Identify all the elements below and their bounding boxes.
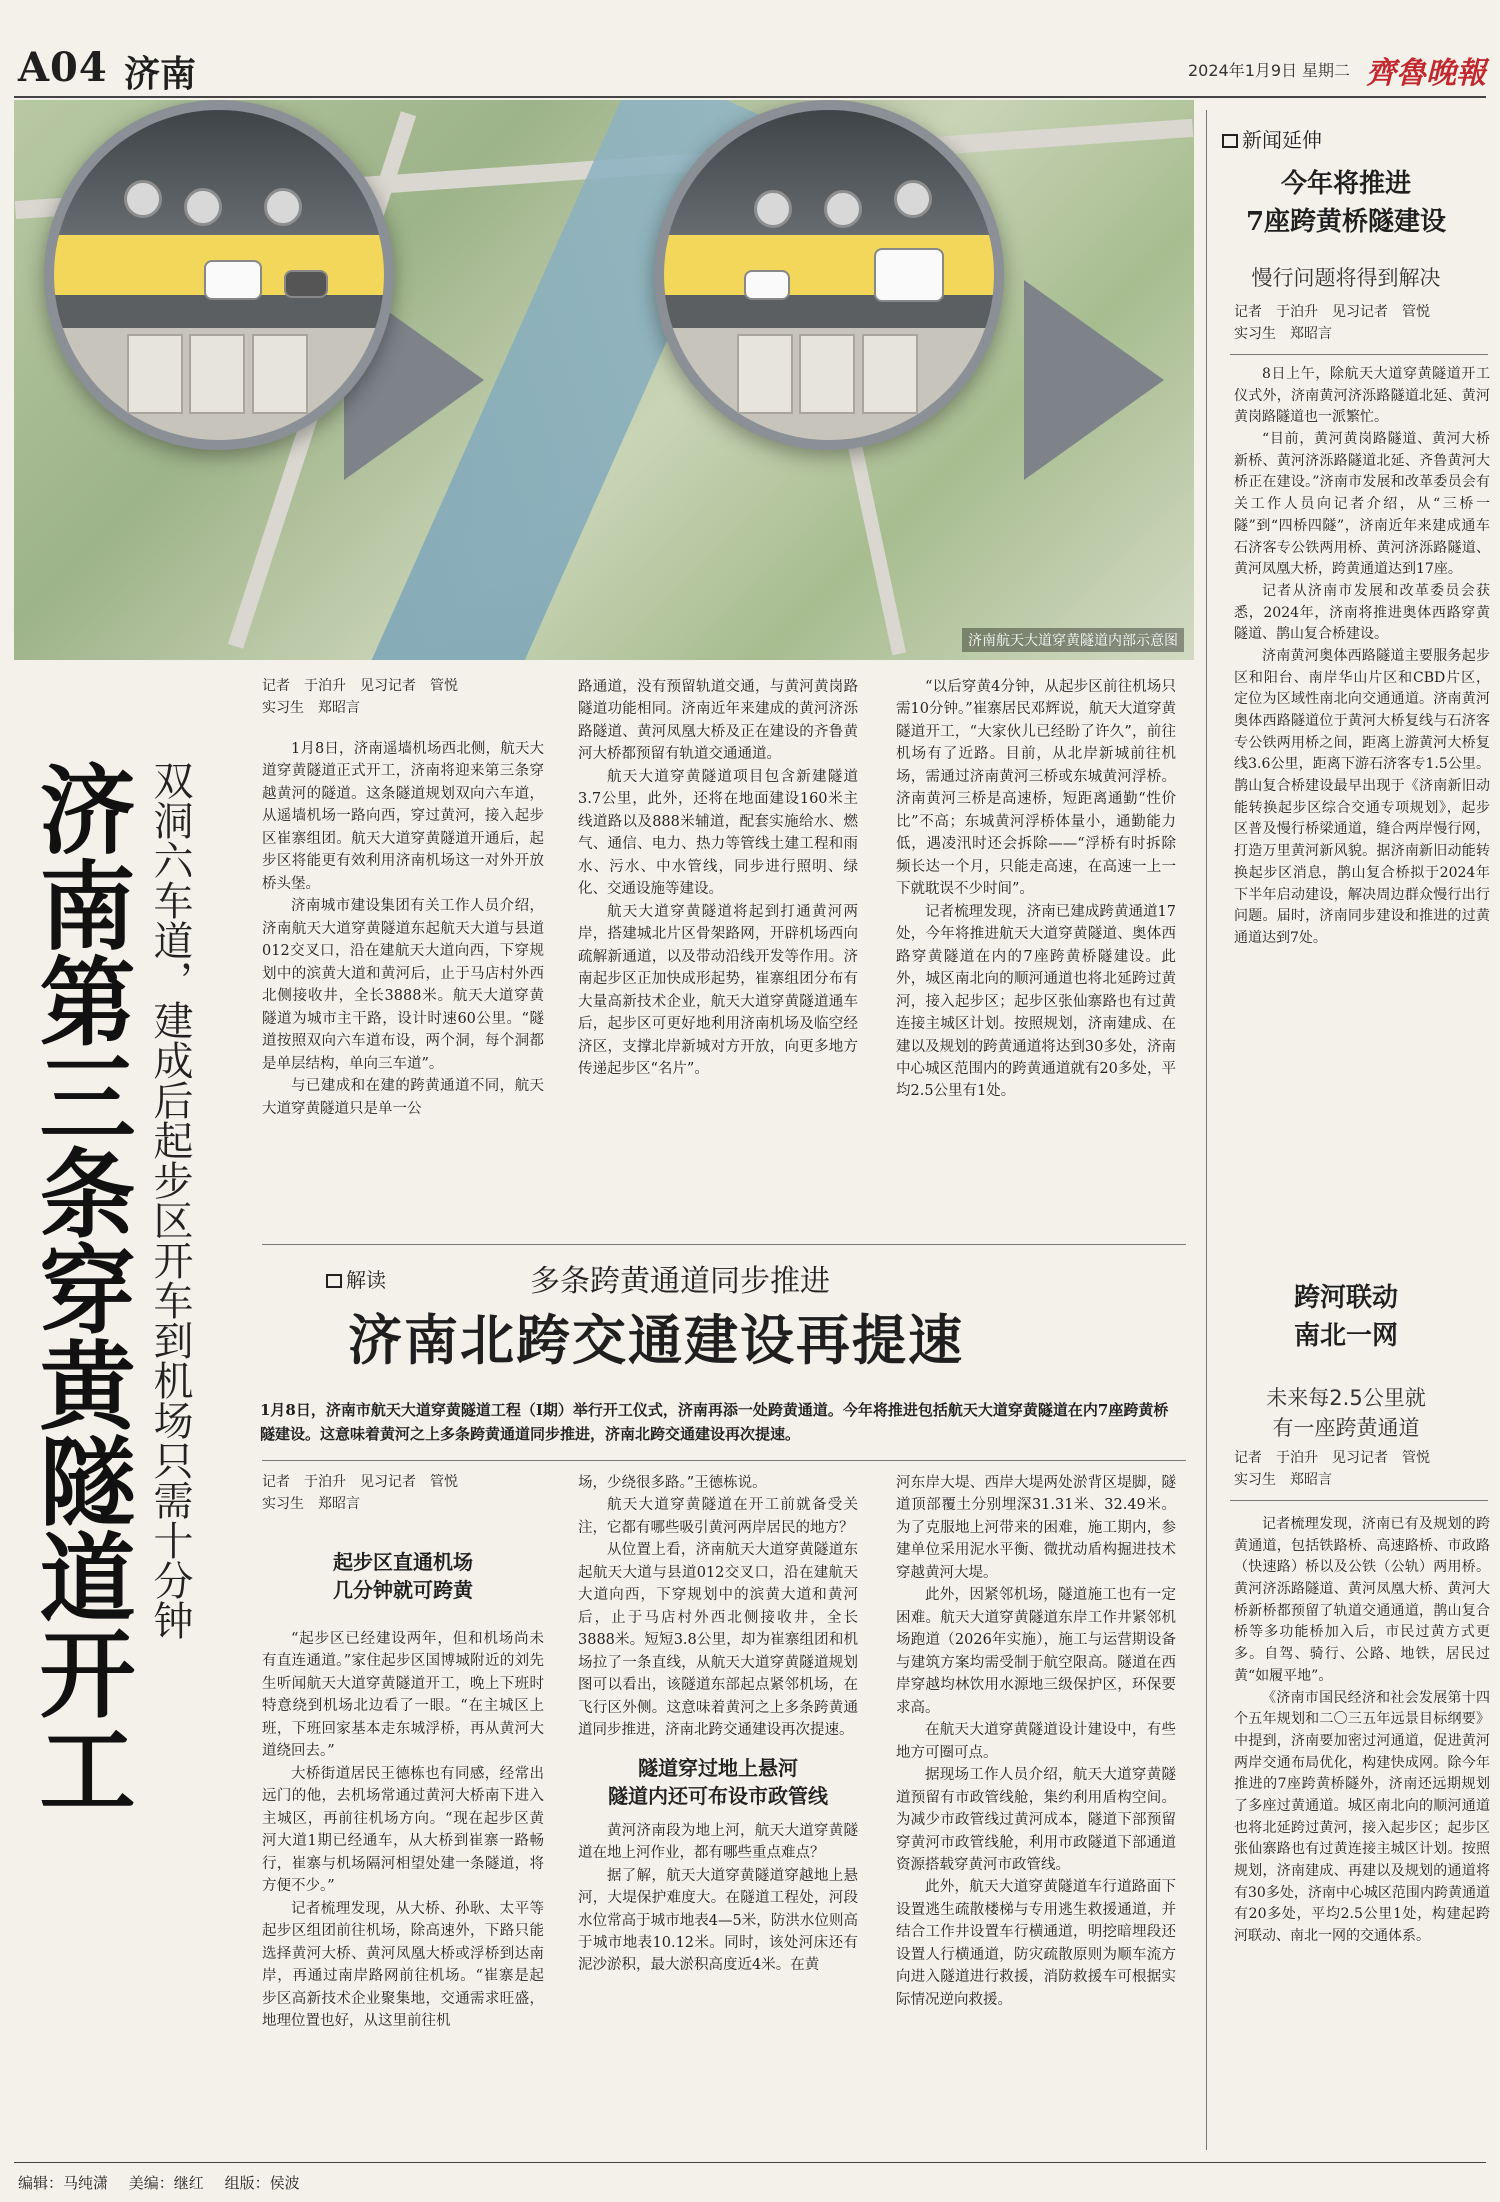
paragraph: “以后穿黄4分钟，从起步区前往机场只需10分钟。”崔寨居民邓辉说，航天大道穿黄隧道开工，“大家伙儿已经盼了许久”，前往机场有了近路。目前，从北岸新城前往机场，需通过济南黄河三桥或东城黄河浮桥。济南黄河三桥是高速桥，短距离通勤“性价比”不高；东城黄河浮桥体量小，通勤能力低，遇凌汛时还会拆除——“浮桥有时拆除频长达一个月，只能走高速，在高速一上一下就耽误不少时间”。 <box>896 679 1176 898</box>
analysis-subhead-1 <box>262 1548 544 1604</box>
issue-weekday: 星期二 <box>1302 61 1351 80</box>
label-text: 新闻延伸 <box>1242 128 1322 152</box>
tunnel-cross-section-right <box>654 100 1004 450</box>
label-text: 解读 <box>346 1268 386 1292</box>
paragraph: 8日上午，除航天大道穿黄隧道开工仪式外，济南黄河济泺路隧道北延、黄河黄岗路隧道也一派繁忙。 <box>1234 366 1490 426</box>
side2-byline <box>1234 1448 1494 1491</box>
side1-rule <box>1230 354 1488 355</box>
paragraph: 济南城市建设集团有关工作人员介绍，济南航天大道穿黄隧道东起航天大道与县道012交叉口，沿在建航天大道向西，下穿规划中的滨黄大道和黄河后，止于马店村外西北侧接收井，全长3888米。航天大道穿黄隧道为城市主干路，设计时速60公里。“隧道按照双向六车道布设，两个洞，每个洞都是单层结构，单向三车道”。 <box>262 898 544 1072</box>
analysis-lead: 1月8日，济南市航天大道穿黄隧道工程（Ⅰ期）举行开工仪式，济南再添一处跨黄通道。今年将推进包括航天大道穿黄隧道在内7座跨黄桥隧建设。这意味着黄河之上多条跨黄通道同步推进，济南北跨交通建设再次提速。 <box>260 1401 1169 1443</box>
byline-line: 实习生 郑昭言 <box>262 699 360 716</box>
ventilation-fan-icon <box>754 190 792 228</box>
paragraph: 航天大道穿黄隧道将起到打通黄河两岸，搭建城北片区骨架路网，开辟机场西向疏解新通道，以及带动沿线开发等作用。济南起步区正加快成形起势，崔寨组团分布有大量高新技术企业，航天大道穿黄隧道通车后，起步区可更好地利用济南机场及临空经济区，支撑北岸新城对方开放，向更多地方传递起步区“名片”。 <box>578 903 858 1077</box>
subhead-line: 隧道内还可布设市政管线 <box>608 1783 828 1808</box>
box-icon <box>326 1274 342 1288</box>
paragraph: 《济南市国民经济和社会发展第十四个五年规划和二〇三五年远景目标纲要》中提到，济南要加密过河通道，促进黄河两岸交通布局优化，构建快成网。除今年推进的7座跨黄桥隧外，济南还远期规划了多座过黄通道。城区南北向的顺河通道也将北延跨过黄河，接入起步区；起步区张仙寨路也有过黄连接主城区计划。按照规划，济南建成、再建以及规划的通道将有30多处，济南中心城区范围内跨黄通道有20多处，平均2.5公里1处，构建起跨河联动、南北一网的交通体系。 <box>1234 1689 1490 1945</box>
ventilation-fan-icon <box>264 188 302 226</box>
paragraph: 场，少绕很多路。”王德栋说。 <box>578 1475 767 1491</box>
paragraph: “起步区已经建设两年，但和机场尚未有直连通道。”家住起步区国博城附近的刘先生听闻航天大道穿黄隧道开工，晚上下班时特意绕到机场北边看了一眼。“在主城区上班，下班回家基本走东城浮桥，再从黄河大道绕回去。” <box>262 1631 544 1760</box>
paragraph: 此外，因紧邻机场，隧道施工也有一定困难。航天大道穿黄隧道东岸工作井紧邻机场跑道（2026年实施），施工与运营期设备与建筑方案均需受制于航空限高。隧道在西岸穿越均林饮用水源地三级保护区，环保要求高。 <box>896 1587 1176 1716</box>
car-icon <box>284 270 328 298</box>
layout-credit: 组版：侯波 <box>224 2174 300 2192</box>
paragraph: 大桥街道居民王德栋也有同感，经常出远门的他，去机场常通过黄河大桥南下进入主城区，再前往机场方向。“现在起步区黄河大道1期已经通车，从大桥到崔寨一路畅行，崔寨与机场隔河相望处建一条隧道，将方便不少。” <box>262 1765 544 1895</box>
main-headline: 济南第三条穿黄隧道开工 <box>24 760 137 1816</box>
paragraph: 据现场工作人员介绍，航天大道穿黄隧道预留有市政管线舱，集约利用盾构空间。为减少市政管线过黄河成本，隧道下部预留穿黄河市政管线舱，利用市政隧道下部通道资源搭载穿黄河市政管线。 <box>896 1767 1176 1873</box>
ventilation-fan-icon <box>184 188 222 226</box>
main-byline <box>262 676 542 719</box>
paragraph: 河东岸大堤、西岸大堤两处淤背区堤脚，隧道顶部覆土分别埋深31.31米、32.49米。为了克服地上河带来的困难，施工期内，参建单位采用泥水平衡、微扰动盾构掘进技术穿越黄河大堤。 <box>896 1475 1176 1581</box>
analysis-top-rule <box>262 1244 1186 1245</box>
box-icon <box>1222 134 1238 148</box>
analysis-subhead-2 <box>578 1754 858 1810</box>
subhead-line: 几分钟就可跨黄 <box>333 1578 473 1602</box>
paragraph: 从位置上看，济南航天大道穿黄隧道东起航天大道与县道012交叉口，沿在建航天大道向西，下穿规划中的滨黄大道和黄河后，止于马店村外西北侧接收井，全长3888米。短短3.8公里，却为崔寨组团和机场拉了一条直线，从航天大道穿黄隧道规划图可以看出，该隧道东部起点紧邻机场，在飞行区外侧。这意味着黄河之上多条跨黄通道同步推进，济南北跨交通建设再次提速。 <box>578 1542 858 1739</box>
footer-rule <box>14 2162 1486 2163</box>
paragraph: 记者梳理发现，从大桥、孙耿、太平等起步区组团前往机场，除高速外，下路只能选择黄河大桥、黄河凤凰大桥或浮桥到达南岸，再通过南岸路网前往机场。“崔寨是起步区高新技术企业聚集地，交通需求旺盛，地理位置也好，从这里前往机 <box>262 1900 544 2029</box>
main-deck: 双洞六车道，建成后起步区开车到机场只需十分钟 <box>147 760 193 1640</box>
paragraph: 在航天大道穿黄隧道设计建设中，有些地方可圈可点。 <box>896 1722 1176 1761</box>
bus-icon <box>874 248 944 302</box>
tunnel-wall <box>664 235 994 294</box>
byline-line: 实习生 郑昭言 <box>1234 325 1332 342</box>
side2-subtitle <box>1216 1382 1476 1442</box>
ventilation-fan-icon <box>124 180 162 218</box>
editor-credit: 编辑：马纯潇 <box>18 2174 109 2192</box>
paragraph: 济南黄河奥体西路隧道主要服务起步区和阳台、南岸华山片区和CBD片区，定位为区域性南北向交通通道。济南黄河奥体西路隧道位于黄河大桥复线与石济客专公铁两用桥之间，距离上游黄河大桥复线3.6公里，距离下游石济客专1.5公里。鹊山复合桥建设最早出现于《济南新旧动能转换起步区综合交通专项规划》，起步区普及慢行桥梁通道，缝合两岸慢行网，打造万里黄河新风貌。据济南新旧动能转换起步区消息，鹊山复合桥拟于2024年下半年启动建设，解决周边群众慢行出行问题。届时，济南同步建设和推进的过黄通道达到7处。 <box>1234 647 1490 946</box>
tunnel-ceiling <box>54 110 384 249</box>
side2-rule <box>1230 1500 1488 1501</box>
side1-subtitle: 慢行问题将得到解决 <box>1251 266 1441 290</box>
analysis-column-1 <box>262 1628 544 2032</box>
side2-body <box>1234 1514 1490 1948</box>
footer-credits <box>18 2172 316 2193</box>
title-line: 南北一网 <box>1293 1320 1398 1351</box>
paragraph: “目前，黄河黄岗路隧道、黄河大桥新桥、黄河济泺路隧道北延、齐鲁黄河大桥正在建设。”济南市发展和改革委员会有关工作人员向记者介绍，从“三桥一隧”到“四桥四隧”，济南近年来建成通车石济客专公铁两用桥、黄河济泺路隧道、黄河凤凰大桥，跨黄通道达到17座。 <box>1234 431 1490 578</box>
tunnel-cone <box>1024 280 1164 480</box>
subtitle-line: 有一座跨黄通道 <box>1272 1416 1420 1440</box>
side2-title <box>1216 1280 1476 1355</box>
issue-date: 2024年1月9日 <box>1188 61 1298 80</box>
paragraph: 航天大道穿黄隧道在开工前就备受关注，它都有哪些吸引黄河两岸居民的地方？ <box>578 1497 858 1536</box>
utility-cell <box>737 334 793 413</box>
main-column-2 <box>578 676 858 1080</box>
utility-cell <box>127 334 183 413</box>
title-line: 今年将推进 <box>1280 169 1411 199</box>
analysis-headline: 济南北跨交通建设再提速 <box>348 1308 964 1372</box>
subhead-line: 起步区直通机场 <box>333 1550 473 1574</box>
image-caption: 济南航天大道穿黄隧道内部示意图 <box>962 628 1184 652</box>
designer-credit: 美编：继红 <box>128 2174 204 2192</box>
paragraph: 此外，航天大道穿黄隧道车行道路面下设置逃生疏散楼梯与专用逃生救援通道，并结合工作井设置车行横通道，明挖暗埋段还设置人行横通道，防灾疏散原则为顺车流方向进入隧道进行救援，消防救援车可根据实际情况逆向救援。 <box>896 1879 1176 2008</box>
tunnel-roadway <box>664 295 994 328</box>
paragraph: 记者梳理发现，济南已有及规划的跨黄通道，包括铁路桥、高速路桥、市政路（快速路）桥以及公铁（公轨）两用桥。黄河济泺路隧道、黄河凤凰大桥、黄河大桥新桥都预留了轨道交通通道，鹊山复合桥等多功能桥加入后，市民过黄方式更多。自驾、骑行、公路、地铁，居民过黄“如履平地”。 <box>1234 1516 1490 1684</box>
byline-line: 记者 于泊升 见习记者 管悦 <box>1234 1450 1430 1466</box>
byline-line: 记者 于泊升 见习记者 管悦 <box>262 1474 458 1490</box>
tunnel-cross-section-left <box>44 100 394 450</box>
analysis-kicker: 多条跨黄通道同步推进 <box>530 1264 830 1299</box>
paragraph: 黄河济南段为地上河，航天大道穿黄隧道在地上河作业，都有哪些重点难点？ <box>578 1822 858 1862</box>
car-icon <box>744 270 790 300</box>
analysis-column-2 <box>578 1472 858 1977</box>
header-rule <box>14 96 1486 98</box>
byline-line: 记者 于泊升 见习记者 管悦 <box>262 678 458 694</box>
news-extension-label <box>1222 124 1322 153</box>
byline-line: 记者 于泊升 见习记者 管悦 <box>1234 304 1430 320</box>
paragraph: 1月8日，济南遥墙机场西北侧，航天大道穿黄隧道正式开工，济南将迎来第三条穿越黄河的隧道。这条隧道规划双向六车道，从遥墙机场一路向西，穿过黄河，接入起步区崔寨组团。航天大道穿黄隧道开通后，起步区将能更有效利用济南机场这一对外开放桥头堡。 <box>262 741 544 892</box>
car-icon <box>204 260 262 300</box>
byline-line: 实习生 郑昭言 <box>1234 1471 1332 1488</box>
main-column-1 <box>262 738 544 1120</box>
subhead-line: 隧道穿过地上悬河 <box>638 1755 798 1780</box>
side1-byline <box>1234 302 1494 345</box>
utility-cell <box>252 334 308 413</box>
newspaper-logo: 齊魯晚報 <box>1366 56 1486 91</box>
byline-line: 实习生 郑昭言 <box>262 1495 360 1512</box>
side1-title <box>1216 166 1476 241</box>
analysis-label <box>326 1264 386 1293</box>
section-name: 济南 <box>124 53 197 95</box>
title-line: 跨河联动 <box>1293 1283 1398 1313</box>
analysis-column-3 <box>896 1472 1176 2011</box>
paragraph: 记者梳理发现，济南已建成跨黄通道17处，今年将推进航天大道穿黄隧道、奥体西路穿黄隧道在内的7座跨黄桥隧建设。此外，城区南北向的顺河通道也将北延跨过黄河，接入起步区；起步区张仙寨路也有过黄连接主城区计划。按照规划，济南建成、在建以及规划的跨黄通道将达到30多处，济南中心城区范围内的跨黄通道就有20多处，平均2.5公里有1处。 <box>896 903 1176 1100</box>
analysis-lead-rule <box>262 1460 1186 1461</box>
utility-cell <box>189 334 245 413</box>
ventilation-fan-icon <box>824 190 862 228</box>
utility-cell <box>862 334 918 413</box>
title-line: 7座跨黄桥隧建设 <box>1245 206 1447 237</box>
column-divider <box>1206 110 1207 2150</box>
paragraph: 航天大道穿黄隧道项目包含新建隧道3.7公里，此外，还将在地面建设160米主线道路以及888米辅道，配套实施给水、燃气、通信、电力、热力等管线土建工程和雨水、污水、中水管线，同步进行照明、绿化、交通设施等建设。 <box>578 768 858 898</box>
ventilation-fan-icon <box>894 180 932 218</box>
page-number: A04 <box>18 44 108 91</box>
paragraph: 路通道，没有预留轨道交通，与黄河黄岗路隧道功能相同。济南近年来建成的黄河济泺路隧道、黄河凤凰大桥及正在建设的齐鲁黄河大桥都预留有轨道交通通道。 <box>578 679 858 763</box>
side1-body <box>1234 364 1490 950</box>
analysis-byline <box>262 1472 542 1515</box>
tunnel-illustration <box>14 100 1194 660</box>
paragraph: 与已建成和在建的跨黄通道不同，航天大道穿黄隧道只是单一公 <box>262 1078 544 1117</box>
tunnel-ceiling <box>664 110 994 249</box>
paragraph: 据了解，航天大道穿黄隧道穿越地上悬河，大堤保护难度大。在隧道工程处，河段水位常高于城市地表4—5米，防洪水位则高于城市地表10.12米。同时，该处河床还有泥沙淤积，最大淤积高度近4米。在黄 <box>578 1867 858 1974</box>
main-column-3 <box>896 676 1176 1103</box>
utility-cell <box>799 334 855 413</box>
paragraph: 记者从济南市发展和改革委员会获悉，2024年，济南将推进奥体西路穿黄隧道、鹊山复合桥建设。 <box>1234 582 1490 643</box>
subtitle-line: 未来每2.5公里就 <box>1266 1386 1426 1410</box>
